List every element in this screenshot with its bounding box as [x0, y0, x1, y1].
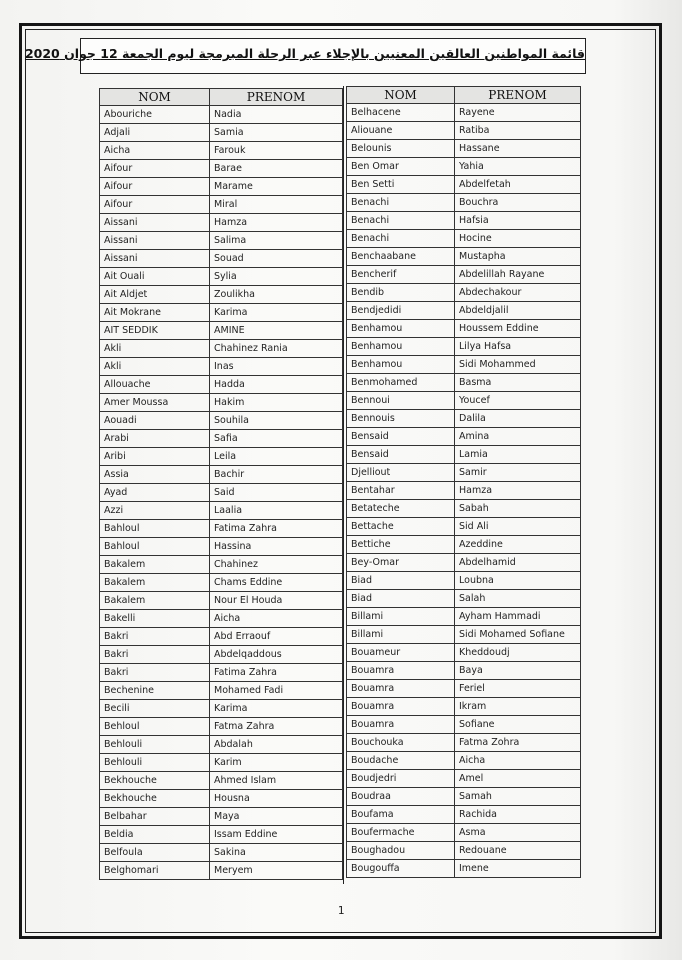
table-row [347, 104, 581, 122]
nom-cell: Aifour [100, 160, 210, 178]
nom-cell: Betateche [347, 500, 455, 518]
prenom-cell: Loubna [455, 572, 581, 590]
nom-cell: Bey-Omar [347, 554, 455, 572]
prenom-cell: Abd Erraouf [210, 628, 343, 646]
prenom-cell: Amel [455, 770, 581, 788]
table-row [100, 304, 343, 322]
prenom-cell: Abdelillah Rayane [455, 266, 581, 284]
prenom-cell: Kheddoudj [455, 644, 581, 662]
prenom-cell: Meryem [210, 862, 343, 880]
nom-cell: Boudache [347, 752, 455, 770]
table-row [100, 412, 343, 430]
nom-cell: Bakalem [100, 592, 210, 610]
table-row [347, 284, 581, 302]
prenom-cell: Mustapha [455, 248, 581, 266]
table-row [100, 520, 343, 538]
nom-cell: Behloul [100, 718, 210, 736]
nom-cell: AIT SEDDIK [100, 322, 210, 340]
nom-cell: Bettiche [347, 536, 455, 554]
nom-cell: Behlouli [100, 736, 210, 754]
prenom-cell: Dalila [455, 410, 581, 428]
nom-cell: Belounis [347, 140, 455, 158]
prenom-cell: Ayham Hammadi [455, 608, 581, 626]
prenom-cell: Said [210, 484, 343, 502]
table-row [100, 484, 343, 502]
nom-cell: Bensaid [347, 428, 455, 446]
nom-cell: Benhamou [347, 356, 455, 374]
table-header-row [100, 89, 343, 106]
names-table-right [346, 86, 581, 878]
nom-cell: Bouamra [347, 716, 455, 734]
column-separator [343, 86, 344, 884]
prenom-cell: Samir [455, 464, 581, 482]
prenom-cell: Nour El Houda [210, 592, 343, 610]
prenom-cell: Hassina [210, 538, 343, 556]
table-row [347, 392, 581, 410]
table-row [347, 446, 581, 464]
prenom-cell: Fatima Zahra [210, 664, 343, 682]
table-row [347, 302, 581, 320]
table-row [347, 734, 581, 752]
nom-cell: Bougouffa [347, 860, 455, 878]
prenom-cell: Hamza [455, 482, 581, 500]
table-row [347, 608, 581, 626]
nom-cell: Aissani [100, 214, 210, 232]
prenom-cell: Samah [455, 788, 581, 806]
nom-cell: Bakri [100, 628, 210, 646]
prenom-cell: Yahia [455, 158, 581, 176]
nom-cell: Aribi [100, 448, 210, 466]
nom-cell: Aissani [100, 250, 210, 268]
prenom-cell: Chahinez [210, 556, 343, 574]
table-row [100, 718, 343, 736]
nom-cell: Billami [347, 608, 455, 626]
prenom-cell: Inas [210, 358, 343, 376]
table-row [100, 646, 343, 664]
prenom-cell: Sabah [455, 500, 581, 518]
nom-cell: Ait Ouali [100, 268, 210, 286]
nom-cell: Bekhouche [100, 772, 210, 790]
nom-cell: Bouamra [347, 680, 455, 698]
prenom-cell: Sofiane [455, 716, 581, 734]
prenom-cell: Sakina [210, 844, 343, 862]
nom-cell: Boughadou [347, 842, 455, 860]
table-row [100, 808, 343, 826]
prenom-cell: Chahinez Rania [210, 340, 343, 358]
prenom-cell: Sidi Mohammed [455, 356, 581, 374]
nom-cell: Bahloul [100, 520, 210, 538]
nom-cell: Bouameur [347, 644, 455, 662]
column-header-prenom: PRENOM [455, 87, 581, 104]
table-row [347, 770, 581, 788]
table-row [347, 176, 581, 194]
table-row [100, 700, 343, 718]
prenom-cell: Bouchra [455, 194, 581, 212]
nom-cell: Amer Moussa [100, 394, 210, 412]
nom-cell: Bahloul [100, 538, 210, 556]
nom-cell: Bakri [100, 646, 210, 664]
prenom-cell: Sylia [210, 268, 343, 286]
prenom-cell: Sid Ali [455, 518, 581, 536]
table-row [100, 106, 343, 124]
nom-cell: Aouadi [100, 412, 210, 430]
prenom-cell: Hafsia [455, 212, 581, 230]
nom-cell: Bensaid [347, 446, 455, 464]
table-row [100, 844, 343, 862]
prenom-cell: Karima [210, 304, 343, 322]
document-title: قائمة المواطنين العالقين المعنيين بالإجلاء عبر الرحلة المبرمجة ليوم الجمعة 12 جوان 2020 [24, 46, 585, 61]
table-row [347, 212, 581, 230]
table-row [100, 754, 343, 772]
prenom-cell: Lilya Hafsa [455, 338, 581, 356]
nom-cell: Becili [100, 700, 210, 718]
nom-cell: Ben Omar [347, 158, 455, 176]
table-row [347, 518, 581, 536]
table-row [347, 374, 581, 392]
nom-cell: Bennoui [347, 392, 455, 410]
nom-cell: Biad [347, 590, 455, 608]
table-row [100, 322, 343, 340]
prenom-cell: Bachir [210, 466, 343, 484]
table-row [347, 410, 581, 428]
nom-cell: Bouchouka [347, 734, 455, 752]
prenom-cell: Leila [210, 448, 343, 466]
nom-cell: Djelliout [347, 464, 455, 482]
prenom-cell: Baya [455, 662, 581, 680]
table-row [100, 358, 343, 376]
nom-cell: Aliouane [347, 122, 455, 140]
table-row [347, 140, 581, 158]
table-row [100, 160, 343, 178]
nom-cell: Bouamra [347, 662, 455, 680]
table-row [100, 286, 343, 304]
prenom-cell: Fatma Zahra [210, 718, 343, 736]
table-row [100, 826, 343, 844]
table-row [347, 122, 581, 140]
nom-cell: Aissani [100, 232, 210, 250]
nom-cell: Ait Mokrane [100, 304, 210, 322]
nom-cell: Benhamou [347, 338, 455, 356]
prenom-cell: Farouk [210, 142, 343, 160]
prenom-cell: Abdelqaddous [210, 646, 343, 664]
table-row [347, 338, 581, 356]
table-row [100, 790, 343, 808]
prenom-cell: Barae [210, 160, 343, 178]
prenom-cell: Basma [455, 374, 581, 392]
nom-cell: Bekhouche [100, 790, 210, 808]
table-row [100, 502, 343, 520]
prenom-cell: Hakim [210, 394, 343, 412]
nom-cell: Benachi [347, 230, 455, 248]
prenom-cell: Samia [210, 124, 343, 142]
table-row [100, 610, 343, 628]
prenom-cell: Asma [455, 824, 581, 842]
prenom-cell: Abdalah [210, 736, 343, 754]
prenom-cell: AMINE [210, 322, 343, 340]
nom-cell: Akli [100, 340, 210, 358]
nom-cell: Aifour [100, 196, 210, 214]
prenom-cell: Hamza [210, 214, 343, 232]
prenom-cell: Souhila [210, 412, 343, 430]
prenom-cell: Rachida [455, 806, 581, 824]
prenom-cell: Aicha [210, 610, 343, 628]
prenom-cell: Redouane [455, 842, 581, 860]
prenom-cell: Hassane [455, 140, 581, 158]
table-row [100, 772, 343, 790]
table-row [100, 268, 343, 286]
nom-cell: Boufermache [347, 824, 455, 842]
nom-cell: Benachi [347, 212, 455, 230]
title-box [24, 38, 586, 74]
table-row [347, 680, 581, 698]
nom-cell: Akli [100, 358, 210, 376]
table-row [100, 574, 343, 592]
prenom-cell: Azeddine [455, 536, 581, 554]
nom-cell: Aicha [100, 142, 210, 160]
nom-cell: Bentahar [347, 482, 455, 500]
prenom-cell: Housna [210, 790, 343, 808]
nom-cell: Benmohamed [347, 374, 455, 392]
nom-cell: Benchaabane [347, 248, 455, 266]
column-header-prenom: PRENOM [210, 89, 343, 106]
table-row [347, 194, 581, 212]
table-row [347, 230, 581, 248]
prenom-cell: Ratiba [455, 122, 581, 140]
prenom-cell: Nadia [210, 106, 343, 124]
table-row [347, 572, 581, 590]
nom-cell: Benhamou [347, 320, 455, 338]
nom-cell: Azzi [100, 502, 210, 520]
table-row [100, 340, 343, 358]
table-row [347, 158, 581, 176]
prenom-cell: Hadda [210, 376, 343, 394]
prenom-cell: Chams Eddine [210, 574, 343, 592]
nom-cell: Belbahar [100, 808, 210, 826]
table-row [347, 428, 581, 446]
table-row [347, 842, 581, 860]
table-row [100, 196, 343, 214]
table-row [100, 448, 343, 466]
prenom-cell: Lamia [455, 446, 581, 464]
names-table-left [99, 88, 343, 880]
table-row [347, 482, 581, 500]
table-row [347, 698, 581, 716]
table-row [347, 644, 581, 662]
nom-cell: Belghomari [100, 862, 210, 880]
prenom-cell: Souad [210, 250, 343, 268]
table-row [100, 124, 343, 142]
prenom-cell: Imene [455, 860, 581, 878]
table-row [347, 716, 581, 734]
table-row [100, 178, 343, 196]
prenom-cell: Houssem Eddine [455, 320, 581, 338]
nom-cell: Biad [347, 572, 455, 590]
table-row [347, 806, 581, 824]
prenom-cell: Marame [210, 178, 343, 196]
prenom-cell: Ahmed Islam [210, 772, 343, 790]
nom-cell: Bencherif [347, 266, 455, 284]
nom-cell: Bechenine [100, 682, 210, 700]
table-row [347, 356, 581, 374]
nom-cell: Adjali [100, 124, 210, 142]
prenom-cell: Youcef [455, 392, 581, 410]
table-row [347, 554, 581, 572]
nom-cell: Bakelli [100, 610, 210, 628]
table-row [100, 556, 343, 574]
prenom-cell: Maya [210, 808, 343, 826]
table-row [347, 536, 581, 554]
nom-cell: Bakri [100, 664, 210, 682]
nom-cell: Allouache [100, 376, 210, 394]
table-row [347, 626, 581, 644]
nom-cell: Boudraa [347, 788, 455, 806]
nom-cell: Ait Aldjet [100, 286, 210, 304]
nom-cell: Bendib [347, 284, 455, 302]
table-row [100, 394, 343, 412]
column-header-nom: NOM [347, 87, 455, 104]
nom-cell: Bettache [347, 518, 455, 536]
prenom-cell: Rayene [455, 104, 581, 122]
table-row [347, 320, 581, 338]
table-row [100, 736, 343, 754]
table-row [100, 250, 343, 268]
prenom-cell: Ikram [455, 698, 581, 716]
nom-cell: Behlouli [100, 754, 210, 772]
nom-cell: Ayad [100, 484, 210, 502]
table-row [100, 538, 343, 556]
nom-cell: Benachi [347, 194, 455, 212]
nom-cell: Bakalem [100, 574, 210, 592]
table-row [100, 142, 343, 160]
nom-cell: Bakalem [100, 556, 210, 574]
prenom-cell: Miral [210, 196, 343, 214]
prenom-cell: Aicha [455, 752, 581, 770]
table-row [100, 430, 343, 448]
nom-cell: Boudjedri [347, 770, 455, 788]
table-row [347, 464, 581, 482]
nom-cell: Bouamra [347, 698, 455, 716]
prenom-cell: Fatma Zohra [455, 734, 581, 752]
table-row [100, 628, 343, 646]
column-header-nom: NOM [100, 89, 210, 106]
table-header-row [347, 87, 581, 104]
nom-cell: Beldia [100, 826, 210, 844]
prenom-cell: Amina [455, 428, 581, 446]
nom-cell: Bendjedidi [347, 302, 455, 320]
prenom-cell: Salima [210, 232, 343, 250]
nom-cell: Aifour [100, 178, 210, 196]
prenom-cell: Abdelhamid [455, 554, 581, 572]
table-row [347, 500, 581, 518]
prenom-cell: Salah [455, 590, 581, 608]
prenom-cell: Zoulikha [210, 286, 343, 304]
nom-cell: Bennouis [347, 410, 455, 428]
prenom-cell: Issam Eddine [210, 826, 343, 844]
table-row [347, 266, 581, 284]
table-row [100, 592, 343, 610]
prenom-cell: Abdechakour [455, 284, 581, 302]
prenom-cell: Fatima Zahra [210, 520, 343, 538]
nom-cell: Arabi [100, 430, 210, 448]
nom-cell: Belhacene [347, 104, 455, 122]
table-row [347, 788, 581, 806]
table-row [347, 662, 581, 680]
prenom-cell: Abdelfetah [455, 176, 581, 194]
prenom-cell: Mohamed Fadi [210, 682, 343, 700]
table-row [347, 248, 581, 266]
prenom-cell: Abdeldjalil [455, 302, 581, 320]
nom-cell: Billami [347, 626, 455, 644]
nom-cell: Ben Setti [347, 176, 455, 194]
prenom-cell: Sidi Mohamed Sofiane [455, 626, 581, 644]
table-row [100, 862, 343, 880]
page-number: 1 [337, 904, 345, 917]
prenom-cell: Hocine [455, 230, 581, 248]
nom-cell: Abouriche [100, 106, 210, 124]
table-row [347, 824, 581, 842]
table-row [100, 664, 343, 682]
table-row [347, 860, 581, 878]
prenom-cell: Feriel [455, 680, 581, 698]
prenom-cell: Karim [210, 754, 343, 772]
table-row [347, 590, 581, 608]
table-row [100, 214, 343, 232]
table-row [347, 752, 581, 770]
prenom-cell: Karima [210, 700, 343, 718]
table-row [100, 376, 343, 394]
prenom-cell: Laalia [210, 502, 343, 520]
table-row [100, 682, 343, 700]
prenom-cell: Safia [210, 430, 343, 448]
nom-cell: Boufama [347, 806, 455, 824]
nom-cell: Belfoula [100, 844, 210, 862]
nom-cell: Assia [100, 466, 210, 484]
table-row [100, 232, 343, 250]
table-row [100, 466, 343, 484]
